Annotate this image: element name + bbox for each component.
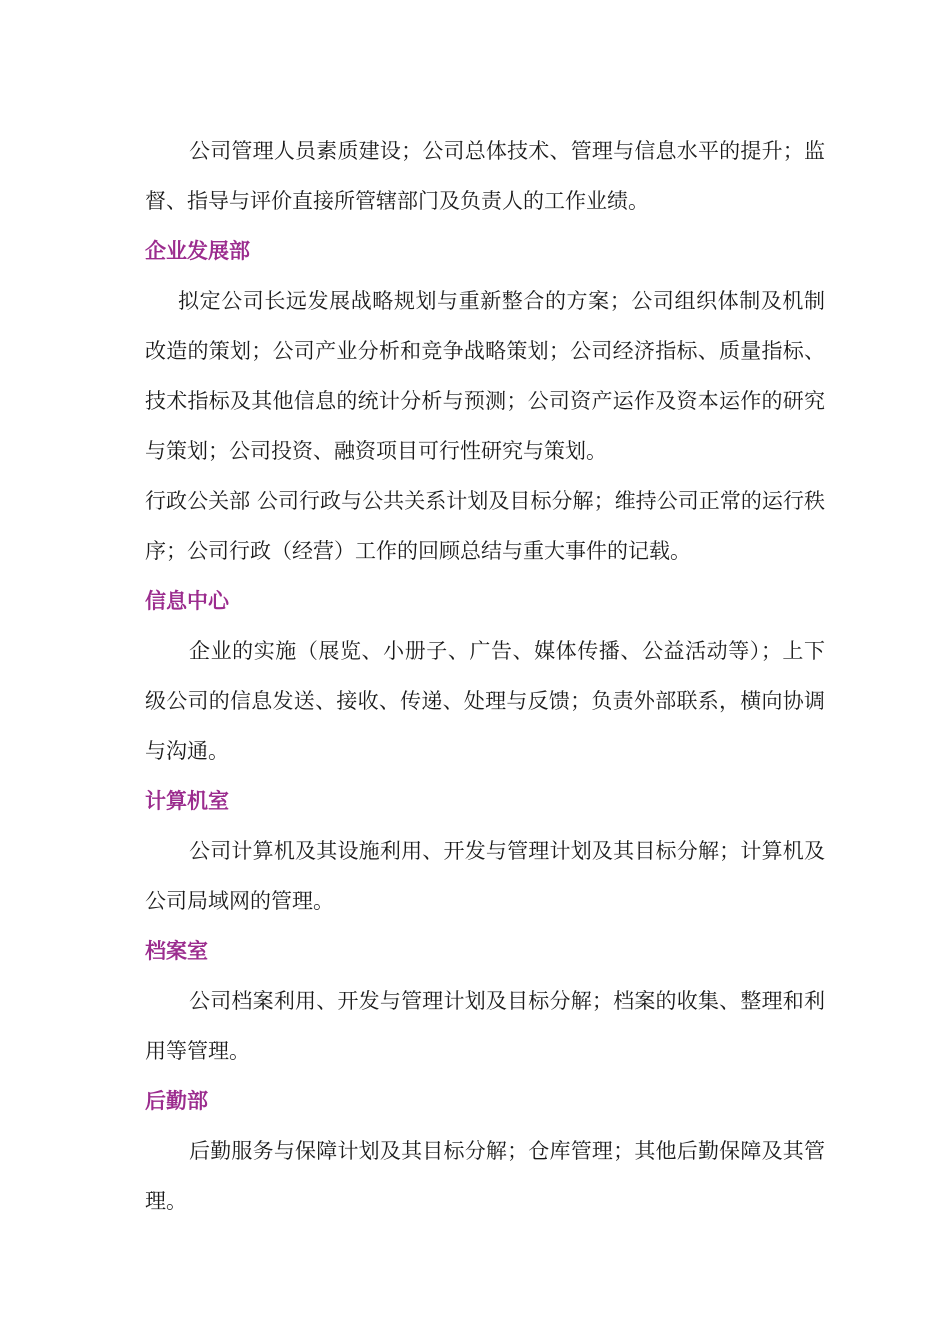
heading-logistics: 后勤部 xyxy=(145,1088,208,1113)
info-center-paragraph: 企业的实施（展览、小册子、广告、媒体传播、公益活动等）；上下级公司的信息发送、接收、传递、处理与反馈；负责外部联系，横向协调与沟通。 xyxy=(145,639,825,763)
enterprise-development-paragraph: 拟定公司长远发展战略规划与重新整合的方案；公司组织体制及机制改造的策划；公司产业分析和竞争战略策划；公司经济指标、质量指标、技术指标及其他信息的统计分析与预测；公司资产运作及资本运作的研究与策划；公司投资、融资项目可行性研究与策划。 xyxy=(145,289,825,463)
heading-archive-room: 档案室 xyxy=(145,938,208,963)
logistics-paragraph: 后勤服务与保障计划及其目标分解；仓库管理；其他后勤保障及其管理。 xyxy=(145,1139,825,1213)
archive-room-paragraph: 公司档案利用、开发与管理计划及目标分解；档案的收集、整理和利用等管理。 xyxy=(145,989,825,1063)
computer-room-paragraph: 公司计算机及其设施利用、开发与管理计划及其目标分解；计算机及公司局域网的管理。 xyxy=(145,839,825,913)
heading-info-center: 信息中心 xyxy=(145,588,229,613)
heading-enterprise-development: 企业发展部 xyxy=(145,238,250,263)
intro-paragraph: 公司管理人员素质建设；公司总体技术、管理与信息水平的提升；监督、指导与评价直接所管辖部门及负责人的工作业绩。 xyxy=(145,139,825,213)
heading-computer-room: 计算机室 xyxy=(145,788,229,813)
document-page xyxy=(145,126,825,1226)
admin-pr-paragraph: 行政公关部 公司行政与公共关系计划及目标分解；维持公司正常的运行秩序；公司行政（经营）工作的回顾总结与重大事件的记载。 xyxy=(145,489,825,563)
